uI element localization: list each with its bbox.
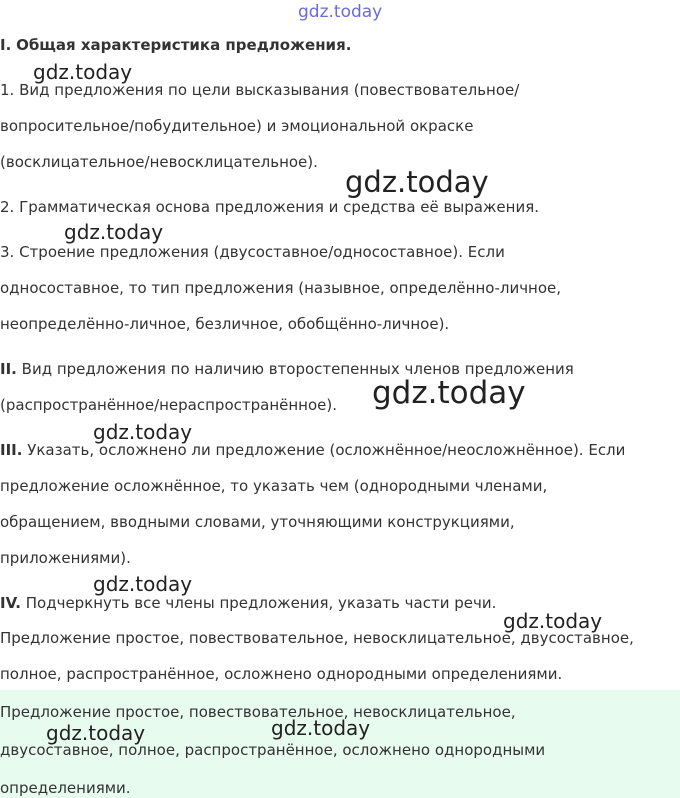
text-line: 3. Строение предложения (двусоставное/односоставное). Если	[0, 243, 505, 261]
text-line: Предложение простое, повествовательное, невосклицательное, двусоставное,	[0, 629, 634, 647]
watermark: gdz.today	[93, 572, 193, 596]
text-line: обращением, вводными словами, уточняющими конструкциями,	[0, 513, 515, 531]
watermark: gdz.today	[93, 420, 193, 444]
watermark: gdz.today	[271, 716, 371, 740]
watermark: gdz.today	[64, 220, 164, 244]
text-line: IV. Подчеркнуть все члены предложения, указать части речи.	[0, 594, 497, 612]
text-line: приложениями).	[0, 549, 131, 567]
text-line: II. Вид предложения по наличию второстепенных членов предложения	[0, 360, 574, 378]
answer-line: определениями.	[0, 779, 131, 797]
text-line: односоставное, то тип предложения (назывное, определённо-личное,	[0, 279, 562, 297]
watermark: gdz.today	[298, 2, 383, 22]
text-line: 1. Вид предложения по цели высказывания (повествовательное/	[0, 81, 520, 99]
text-line: (распространённое/нераспространённое).	[0, 396, 338, 414]
text-line: предложение осложнённое, то указать чем (однородными членами,	[0, 477, 548, 495]
heading-general-characteristic: I. Общая характеристика предложения.	[0, 36, 352, 54]
text-line: полное, распространённое, осложнено однородными определениями.	[0, 665, 563, 683]
text-line: III. Указать, осложнено ли предложение (осложнённое/неосложнённое). Если	[0, 441, 626, 459]
watermark: gdz.today	[33, 60, 133, 84]
text-line: неопределённо-личное, безличное, обобщённо-личное).	[0, 315, 450, 333]
text-line: 2. Грамматическая основа предложения и средства её выражения.	[0, 198, 540, 216]
text-line: вопросительное/побудительное) и эмоциональной окраске	[0, 117, 474, 135]
watermark: gdz.today	[345, 165, 489, 199]
text-line: (восклицательное/невосклицательное).	[0, 153, 318, 171]
watermark: gdz.today	[372, 375, 526, 411]
watermark: gdz.today	[46, 721, 146, 745]
answer-line: двусоставное, полное, распространённое, осложнено однородными	[0, 741, 546, 759]
watermark: gdz.today	[503, 609, 603, 633]
answer-line: Предложение простое, повествовательное, невосклицательное,	[0, 703, 516, 721]
